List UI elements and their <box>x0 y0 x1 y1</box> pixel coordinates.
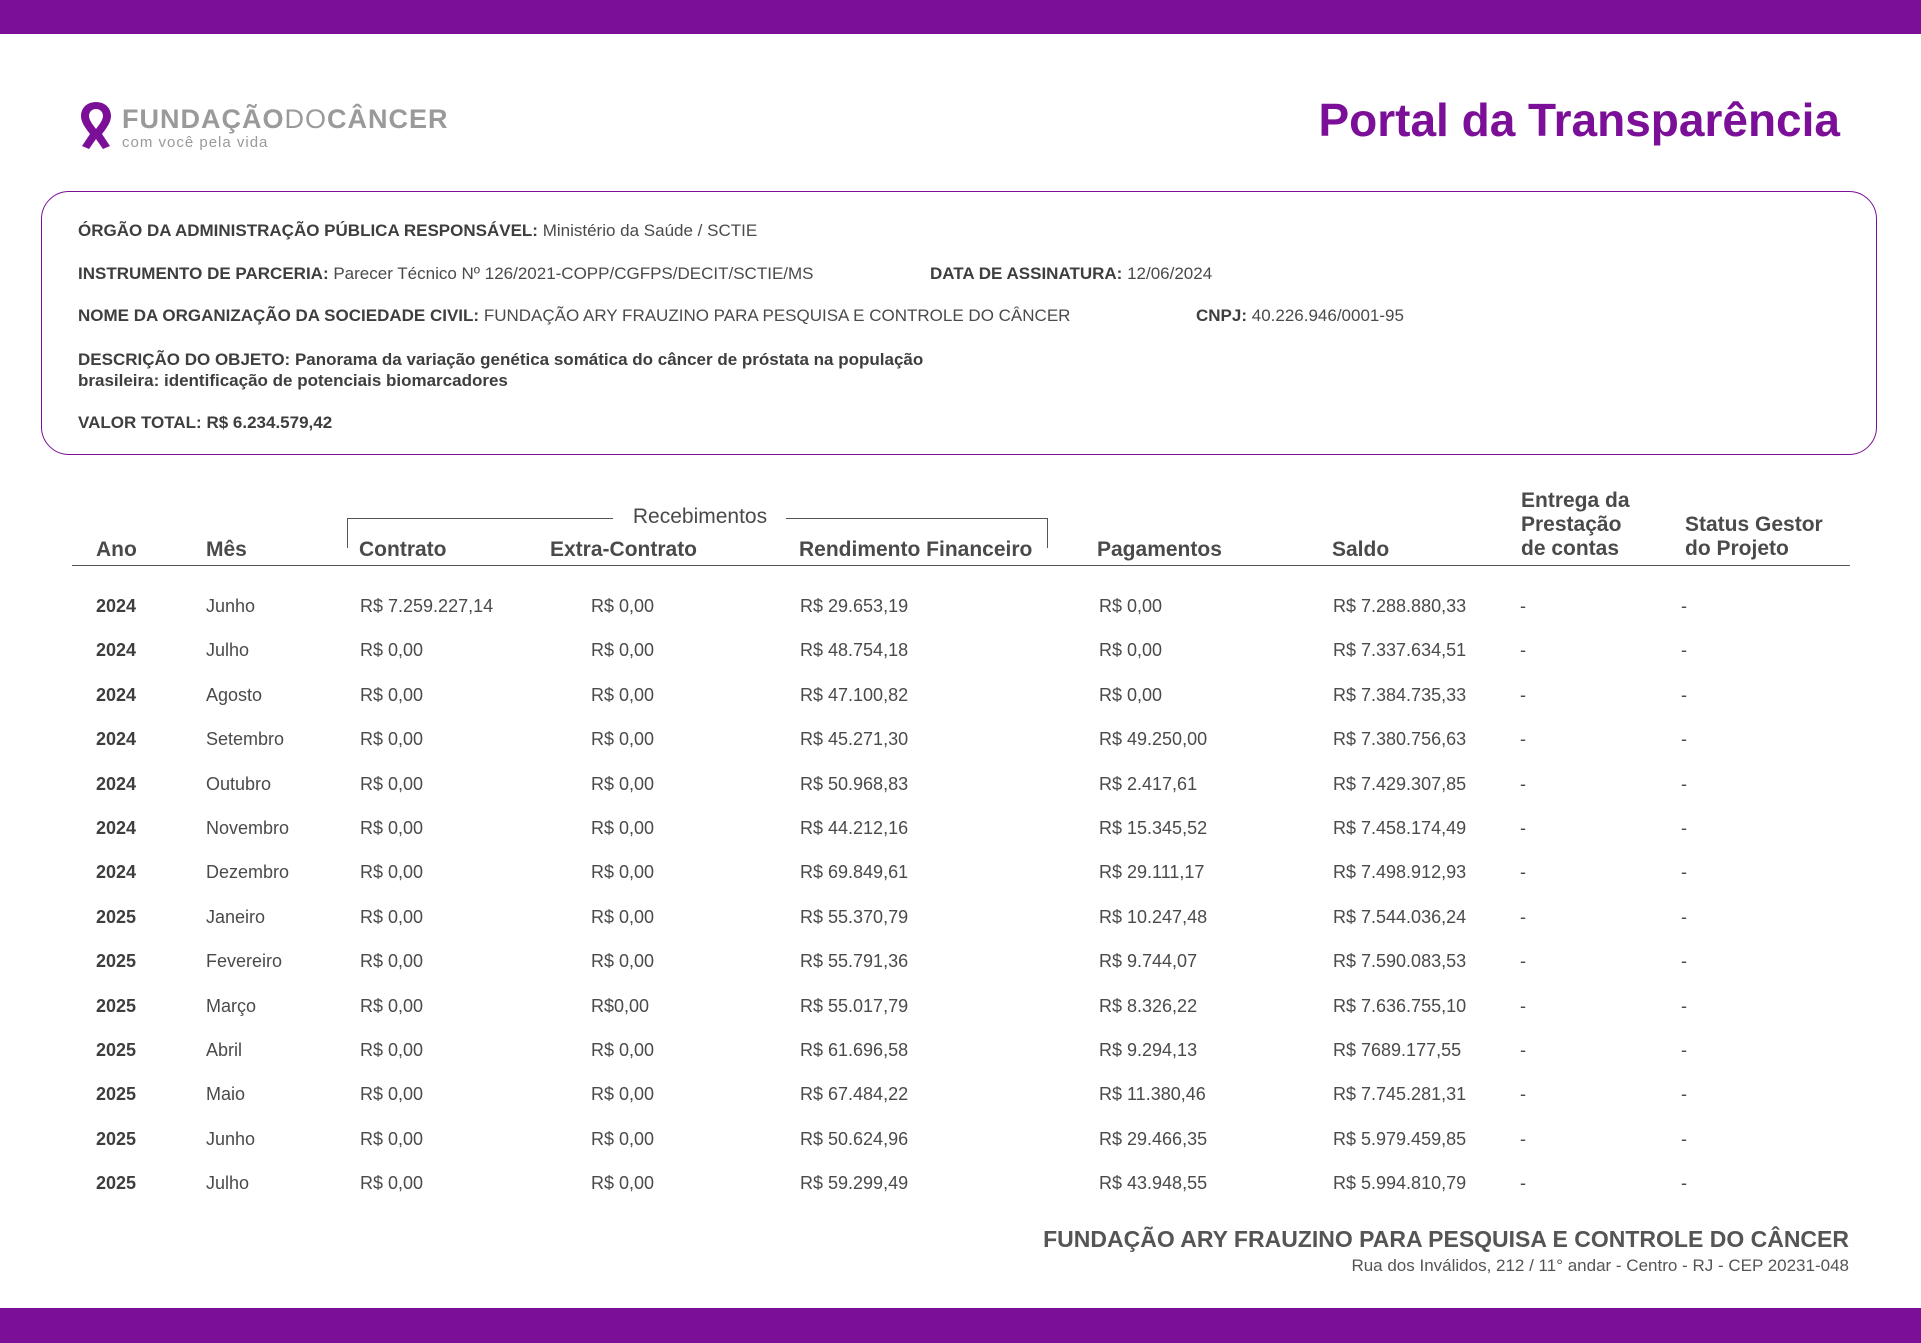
header-status: Status Gestor do Projeto <box>1685 513 1823 560</box>
cell-entrega: - <box>1520 862 1526 883</box>
cell-pagamentos: R$ 10.247,48 <box>1099 906 1208 927</box>
header-mes: Mês <box>206 538 247 561</box>
cell-month: Outubro <box>206 773 272 794</box>
cell-saldo: R$ 5.979.459,85 <box>1333 1128 1467 1149</box>
cell-contrato: R$ 0,00 <box>360 640 424 661</box>
cell-extra-contrato: R$ 0,00 <box>591 773 655 794</box>
cell-entrega: - <box>1520 906 1526 927</box>
cell-month: Junho <box>206 1128 256 1149</box>
table-row <box>0 951 1921 981</box>
cell-contrato: R$ 0,00 <box>360 951 424 972</box>
cell-month: Abril <box>206 1040 243 1060</box>
cell-status: - <box>1681 1173 1687 1194</box>
cell-status: - <box>1681 906 1687 927</box>
cell-contrato: R$ 0,00 <box>360 906 424 927</box>
cell-entrega: - <box>1520 1040 1526 1060</box>
cell-pagamentos: R$ 8.326,22 <box>1099 995 1198 1016</box>
cell-saldo: R$ 7.544.036,24 <box>1333 906 1467 927</box>
cell-pagamentos: R$ 29.111,17 <box>1099 862 1205 883</box>
cell-month: Agosto <box>206 684 263 705</box>
cell-entrega: - <box>1520 729 1526 750</box>
cell-month: Julho <box>206 1173 250 1194</box>
cell-contrato: R$ 0,00 <box>360 684 424 705</box>
cell-entrega: - <box>1520 951 1526 972</box>
cell-extra-contrato: R$ 0,00 <box>591 862 655 883</box>
table-row <box>0 907 1921 937</box>
cell-year: 2024 <box>96 773 137 794</box>
cell-saldo: R$ 7.429.307,85 <box>1333 773 1467 794</box>
cell-pagamentos: R$ 15.345,52 <box>1099 818 1208 838</box>
cell-year: 2024 <box>96 818 137 838</box>
cell-extra-contrato: R$ 0,00 <box>591 596 655 616</box>
cell-entrega: - <box>1520 640 1526 661</box>
cell-entrega: - <box>1520 1173 1526 1194</box>
header-entrega: Entrega da Prestação de contas <box>1521 489 1630 560</box>
table-row <box>0 729 1921 759</box>
cell-year: 2024 <box>96 862 137 883</box>
table-row <box>0 1129 1921 1159</box>
header-rendimento: Rendimento Financeiro <box>799 538 1033 561</box>
cell-contrato: R$ 0,00 <box>360 773 424 794</box>
cell-saldo: R$ 7.384.735,33 <box>1333 684 1467 705</box>
cell-pagamentos: R$ 43.948,55 <box>1099 1173 1208 1194</box>
cell-contrato: R$ 0,00 <box>360 729 424 750</box>
cell-saldo: R$ 7.636.755,10 <box>1333 995 1467 1016</box>
cell-entrega: - <box>1520 995 1526 1016</box>
table-row <box>0 774 1921 804</box>
cell-rendimento: R$ 55.370,79 <box>800 906 909 927</box>
table-row <box>0 1084 1921 1114</box>
cell-status: - <box>1681 951 1687 972</box>
cell-month: Julho <box>206 640 250 661</box>
logo-name: FUNDAÇÃODOCÂNCER <box>122 104 449 134</box>
cell-month: Dezembro <box>206 862 290 883</box>
cell-contrato: R$ 0,00 <box>360 1040 424 1060</box>
cell-year: 2025 <box>96 1040 137 1060</box>
cell-contrato: R$ 0,00 <box>360 1128 424 1149</box>
cell-month: Março <box>206 995 257 1016</box>
cell-entrega: - <box>1520 818 1526 838</box>
cell-entrega: - <box>1520 596 1526 616</box>
cell-month: Junho <box>206 596 256 616</box>
cell-status: - <box>1681 773 1687 794</box>
cell-status: - <box>1681 995 1687 1016</box>
cell-contrato: R$ 0,00 <box>360 818 424 838</box>
cell-month: Janeiro <box>206 906 266 927</box>
header-saldo: Saldo <box>1332 538 1390 561</box>
header-extra-contrato: Extra-Contrato <box>550 538 698 561</box>
cell-rendimento: R$ 67.484,22 <box>800 1084 909 1105</box>
cell-rendimento: R$ 69.849,61 <box>800 862 909 883</box>
cell-year: 2025 <box>96 1128 137 1149</box>
cell-extra-contrato: R$ 0,00 <box>591 951 655 972</box>
cell-rendimento: R$ 47.100,82 <box>800 684 909 705</box>
cell-year: 2025 <box>96 1173 137 1194</box>
cell-rendimento: R$ 55.017,79 <box>800 995 909 1016</box>
descricao-line: DESCRIÇÃO DO OBJETO: Panorama da variação genética somática do câncer de próstata na população brasileira: identificação de potenciais biomarcadores <box>78 350 924 390</box>
bracket-right <box>786 518 1048 519</box>
logo <box>78 100 449 155</box>
cell-saldo: R$ 7.745.281,31 <box>1333 1084 1467 1105</box>
cell-month: Novembro <box>206 818 290 838</box>
cell-status: - <box>1681 1128 1687 1149</box>
cell-status: - <box>1681 1084 1687 1105</box>
instrumento-line: INSTRUMENTO DE PARCERIA: Parecer Técnico Nº 126/2021-COPP/CGFPS/DECIT/SCTIE/MS <box>78 264 814 283</box>
data-assinatura-line: DATA DE ASSINATURA: 12/06/2024 <box>930 264 1213 283</box>
cell-rendimento: R$ 50.624,96 <box>800 1128 909 1149</box>
footer-address: Rua dos Inválidos, 212 / 11° andar - Centro - RJ - CEP 20231-048 <box>1351 1256 1849 1275</box>
cell-saldo: R$ 7.380.756,63 <box>1333 729 1467 750</box>
cell-pagamentos: R$ 0,00 <box>1099 684 1163 705</box>
cell-entrega: - <box>1520 684 1526 705</box>
cell-extra-contrato: R$ 0,00 <box>591 729 655 750</box>
cell-month: Setembro <box>206 729 285 750</box>
cell-entrega: - <box>1520 773 1526 794</box>
cell-pagamentos: R$ 11.380,46 <box>1099 1084 1206 1105</box>
cell-contrato: R$ 0,00 <box>360 995 424 1016</box>
table-row <box>0 1173 1921 1203</box>
bracket-right-tick <box>1047 518 1048 548</box>
cell-extra-contrato: R$ 0,00 <box>591 1084 655 1105</box>
cell-extra-contrato: R$0,00 <box>591 995 650 1016</box>
cell-status: - <box>1681 729 1687 750</box>
cell-extra-contrato: R$ 0,00 <box>591 684 655 705</box>
cell-entrega: - <box>1520 1128 1526 1149</box>
cell-pagamentos: R$ 0,00 <box>1099 640 1163 661</box>
cell-pagamentos: R$ 9.294,13 <box>1099 1040 1198 1060</box>
cell-pagamentos: R$ 0,00 <box>1099 596 1163 616</box>
cell-rendimento: R$ 29.653,19 <box>800 596 909 616</box>
cell-saldo: R$ 7689.177,55 <box>1333 1040 1462 1060</box>
cell-rendimento: R$ 48.754,18 <box>800 640 909 661</box>
cell-pagamentos: R$ 9.744,07 <box>1099 951 1198 972</box>
table-row <box>0 596 1921 626</box>
table-row <box>0 862 1921 892</box>
cell-year: 2024 <box>96 596 137 616</box>
cell-status: - <box>1681 640 1687 661</box>
cell-pagamentos: R$ 29.466,35 <box>1099 1128 1208 1149</box>
cell-saldo: R$ 5.994.810,79 <box>1333 1173 1467 1194</box>
header-pagamentos: Pagamentos <box>1097 538 1222 561</box>
cell-contrato: R$ 0,00 <box>360 1173 424 1194</box>
logo-tagline: com você pela vida <box>122 134 269 151</box>
top-bar <box>0 0 1921 34</box>
table-row <box>0 996 1921 1026</box>
cell-rendimento: R$ 59.299,49 <box>800 1173 909 1194</box>
cell-contrato: R$ 0,00 <box>360 1084 424 1105</box>
cell-saldo: R$ 7.337.634,51 <box>1333 640 1467 661</box>
valor-total-line: VALOR TOTAL: R$ 6.234.579,42 <box>78 413 333 432</box>
cell-year: 2025 <box>96 995 137 1016</box>
cell-extra-contrato: R$ 0,00 <box>591 818 655 838</box>
cell-extra-contrato: R$ 0,00 <box>591 1173 655 1194</box>
cell-month: Fevereiro <box>206 951 283 972</box>
page-title: Portal da Transparência <box>1318 94 1840 146</box>
recebimentos-label: Recebimentos <box>632 505 768 528</box>
header-ano: Ano <box>96 538 137 561</box>
table-row <box>0 685 1921 715</box>
nome-org-line: NOME DA ORGANIZAÇÃO DA SOCIEDADE CIVIL: FUNDAÇÃO ARY FRAUZINO PARA PESQUISA E CONTROLE DO CÂNCER <box>78 306 1071 325</box>
cell-status: - <box>1681 818 1687 838</box>
cell-rendimento: R$ 44.212,16 <box>800 818 909 838</box>
orgao-line: ÓRGÃO DA ADMINISTRAÇÃO PÚBLICA RESPONSÁVEL: Ministério da Saúde / SCTIE <box>78 221 758 240</box>
ribbon-icon <box>78 100 114 150</box>
cell-extra-contrato: R$ 0,00 <box>591 906 655 927</box>
header-rule <box>72 565 1850 566</box>
cell-status: - <box>1681 862 1687 883</box>
cell-year: 2024 <box>96 640 137 661</box>
cell-saldo: R$ 7.458.174,49 <box>1333 818 1467 838</box>
footer-org: FUNDAÇÃO ARY FRAUZINO PARA PESQUISA E CONTROLE DO CÂNCER <box>1043 1226 1849 1252</box>
table-row <box>0 640 1921 670</box>
table-row <box>0 818 1921 848</box>
cell-month: Maio <box>206 1084 246 1105</box>
cnpj-line: CNPJ: 40.226.946/0001-95 <box>1196 306 1404 325</box>
cell-rendimento: R$ 50.968,83 <box>800 773 909 794</box>
bottom-bar <box>0 1308 1921 1343</box>
cell-contrato: R$ 7.259.227,14 <box>360 596 494 616</box>
cell-pagamentos: R$ 2.417,61 <box>1099 773 1198 794</box>
cell-extra-contrato: R$ 0,00 <box>591 1040 655 1060</box>
cell-saldo: R$ 7.288.880,33 <box>1333 596 1467 616</box>
cell-rendimento: R$ 45.271,30 <box>800 729 909 750</box>
cell-year: 2024 <box>96 684 137 705</box>
cell-extra-contrato: R$ 0,00 <box>591 640 655 661</box>
bracket-left-tick <box>347 518 348 548</box>
cell-saldo: R$ 7.498.912,93 <box>1333 862 1467 883</box>
header-contrato: Contrato <box>359 538 447 561</box>
table-row <box>0 1040 1921 1070</box>
cell-year: 2024 <box>96 729 137 750</box>
cell-status: - <box>1681 596 1687 616</box>
cell-entrega: - <box>1520 1084 1526 1105</box>
cell-year: 2025 <box>96 1084 137 1105</box>
cell-pagamentos: R$ 49.250,00 <box>1099 729 1208 750</box>
cell-rendimento: R$ 61.696,58 <box>800 1040 909 1060</box>
cell-contrato: R$ 0,00 <box>360 862 424 883</box>
bracket-left <box>347 518 613 519</box>
cell-year: 2025 <box>96 951 137 972</box>
cell-status: - <box>1681 684 1687 705</box>
cell-extra-contrato: R$ 0,00 <box>591 1128 655 1149</box>
cell-year: 2025 <box>96 906 137 927</box>
cell-status: - <box>1681 1040 1687 1060</box>
cell-saldo: R$ 7.590.083,53 <box>1333 951 1467 972</box>
cell-rendimento: R$ 55.791,36 <box>800 951 909 972</box>
